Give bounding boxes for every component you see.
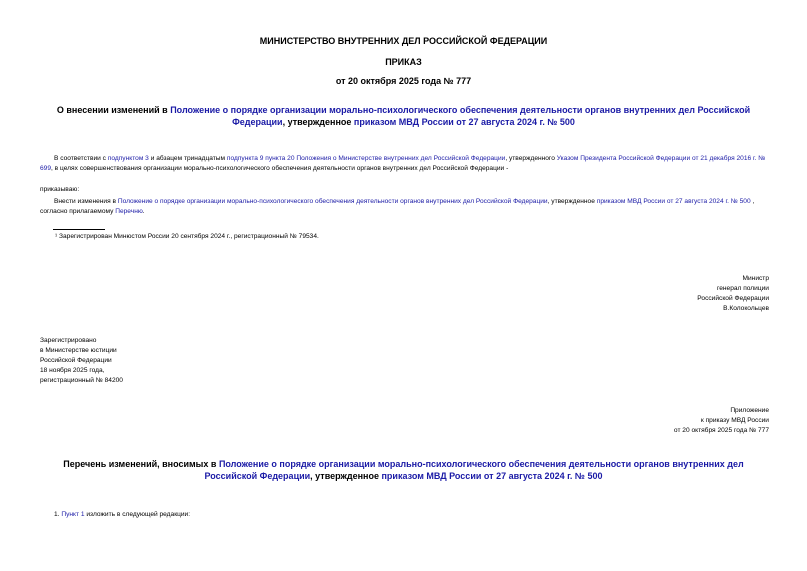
list-title-prefix: Перечень изменений, вносимых в: [63, 459, 217, 469]
appendix-line-3: от 20 октября 2025 года № 777: [673, 427, 769, 434]
preamble-paragraph: [40, 154, 770, 174]
registration-line-1: Зарегистрировано: [40, 337, 97, 344]
list-item-1-text: изложить в следующей редакции:: [86, 511, 191, 518]
preamble-text-4: , в целях совершенствования организации морально-психологического обеспечения деятельности органов внутренних дел Российской Федерации -: [51, 165, 509, 172]
list-title-middle: , утвержденное: [310, 471, 379, 481]
title-middle: , утвержденное: [282, 117, 352, 127]
registration-block: [40, 336, 123, 386]
order-item-link-regulation[interactable]: Положение о порядке организации морально-психологического обеспечения деятельности органов внутренних дел Российской Федерации: [117, 198, 548, 205]
list-title-link-order[interactable]: приказом МВД России от 27 августа 2024 г. № 500: [381, 471, 603, 481]
signature-name: В.Колокольцев: [723, 305, 769, 312]
list-item-1-number: 1.: [54, 511, 60, 518]
order-item-link-order[interactable]: приказом МВД России от 27 августа 2024 г. № 500: [596, 198, 751, 205]
list-title-link-regulation[interactable]: Положение о порядке организации морально-психологического обеспечения деятельности органов внутренних дел Российской Федерации: [204, 459, 744, 481]
footnote-separator: [53, 229, 105, 230]
order-item-text-4: .: [142, 208, 145, 215]
registration-line-3: Российской Федерации: [40, 357, 112, 364]
list-title: [40, 458, 767, 482]
order-item-paragraph: [40, 197, 770, 217]
appendix-line-2: к приказу МВД России: [700, 417, 769, 424]
registration-line-5: регистрационный № 84200: [40, 377, 123, 384]
signature-block: [560, 274, 769, 314]
ministry-heading: МИНИСТЕРСТВО ВНУТРЕННИХ ДЕЛ РОССИЙСКОЙ ФЕДЕРАЦИИ: [259, 36, 548, 46]
order-item-link-list[interactable]: Перечню: [115, 208, 143, 215]
preamble-link-decree[interactable]: Указом Президента Российской Федерации от 21 декабря 2016 г. № 699: [40, 155, 766, 172]
appendix-block: [560, 406, 769, 436]
order-date-number: от 20 октября 2025 года № 777: [335, 76, 472, 86]
order-item-text-2: , утвержденное: [547, 198, 595, 205]
registration-line-4: 18 ноября 2025 года,: [40, 367, 105, 374]
signature-country: Российской Федерации: [697, 295, 769, 302]
order-word: приказываю:: [40, 186, 80, 193]
signature-rank: генерал полиции: [716, 285, 769, 292]
order-item-text-3: , согласно прилагаемому: [40, 198, 755, 215]
title-prefix: О внесении изменений в: [56, 105, 168, 115]
preamble-text-1: В соответствии с: [54, 155, 106, 162]
signature-position: Министр: [742, 275, 769, 282]
footnote: ¹ Зарегистрирован Минюстом России 20 сентября 2024 г., регистрационный № 79534.: [55, 233, 319, 240]
preamble-text-3: , утвержденного: [505, 155, 555, 162]
appendix-line-1: Приложение: [730, 407, 769, 414]
list-item-1-link-paragraph[interactable]: Пункт 1: [61, 511, 85, 518]
doc-type-heading: ПРИКАЗ: [385, 57, 422, 67]
list-item-1: [54, 510, 190, 520]
order-item-text-1: Внести изменения в: [54, 198, 116, 205]
order-title: [40, 104, 767, 128]
preamble-link-regulation-mvd[interactable]: подпункта 9 пункта 20 Положения о Министерстве внутренних дел Российской Федерации: [226, 155, 506, 162]
title-link-order[interactable]: приказом МВД России от 27 августа 2024 г. № 500: [353, 117, 575, 127]
registration-line-2: в Министерстве юстиции: [40, 347, 117, 354]
preamble-link-subparagraph-3[interactable]: подпунктом 3: [107, 155, 149, 162]
preamble-text-2: и абзацем тринадцатым: [150, 155, 226, 162]
title-link-regulation[interactable]: Положение о порядке организации морально-психологического обеспечения деятельности органов внутренних дел Российской Федерации: [170, 105, 751, 127]
